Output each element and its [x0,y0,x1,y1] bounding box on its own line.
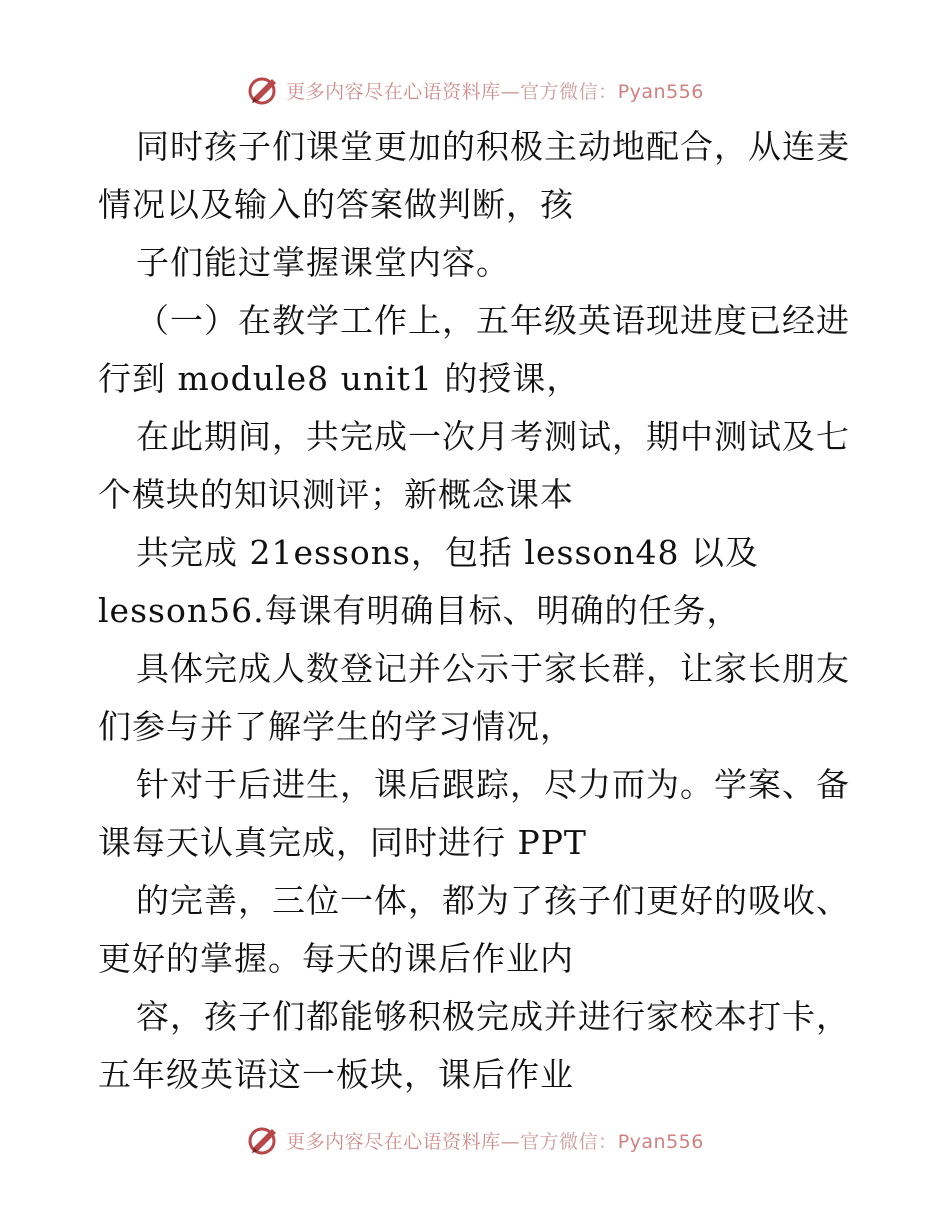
watermark-separator: —官方微信： [500,80,618,103]
pen-logo-icon [246,73,280,107]
watermark-separator: —官方微信： [500,1130,618,1153]
body-text [98,118,858,1104]
text-line: 个模块的知识测评；新概念课本 [98,475,574,514]
watermark-id: Pyan556 [617,1130,704,1153]
text-line: 针对于后进生，课后跟踪，尽力而为。学案、备 [136,765,850,804]
watermark-main: 更多内容尽在心语资料库 [286,80,501,103]
text-line: 子们能过掌握课堂内容。 [136,243,510,282]
text-line: 共完成 21essons，包括 lesson48 以及 [136,533,759,572]
text-line: 具体完成人数登记并公示于家长群，让家长朋友 [136,649,850,688]
text-line: 情况以及输入的答案做判断，孩 [98,185,574,224]
text-line: 在此期间，共完成一次月考测试，期中测试及七 [136,417,850,456]
header-watermark [0,70,950,110]
text-line: lesson56.每课有明确目标、明确的任务， [98,591,741,630]
text-line: 更好的掌握。每天的课后作业内 [98,939,574,978]
text-line: （一）在教学工作上，五年级英语现进度已经进 [136,301,850,340]
text-line: 容，孩子们都能够积极完成并进行家校本打卡， [136,997,850,1036]
text-line: 们参与并了解学生的学习情况， [98,707,574,746]
text-line: 五年级英语这一板块，课后作业 [98,1055,574,1094]
text-line: 课每天认真完成，同时进行 PPT [98,823,587,862]
watermark-main: 更多内容尽在心语资料库 [286,1130,501,1153]
watermark-id: Pyan556 [617,80,704,103]
text-line: 的完善，三位一体，都为了孩子们更好的吸收、 [136,881,850,920]
text-line: 行到 module8 unit1 的授课， [98,359,581,398]
footer-watermark [0,1120,950,1160]
watermark-text [286,1127,704,1154]
pen-logo-icon [246,1123,280,1157]
text-line: 同时孩子们课堂更加的积极主动地配合，从连麦 [136,127,850,166]
watermark-text [286,77,704,104]
